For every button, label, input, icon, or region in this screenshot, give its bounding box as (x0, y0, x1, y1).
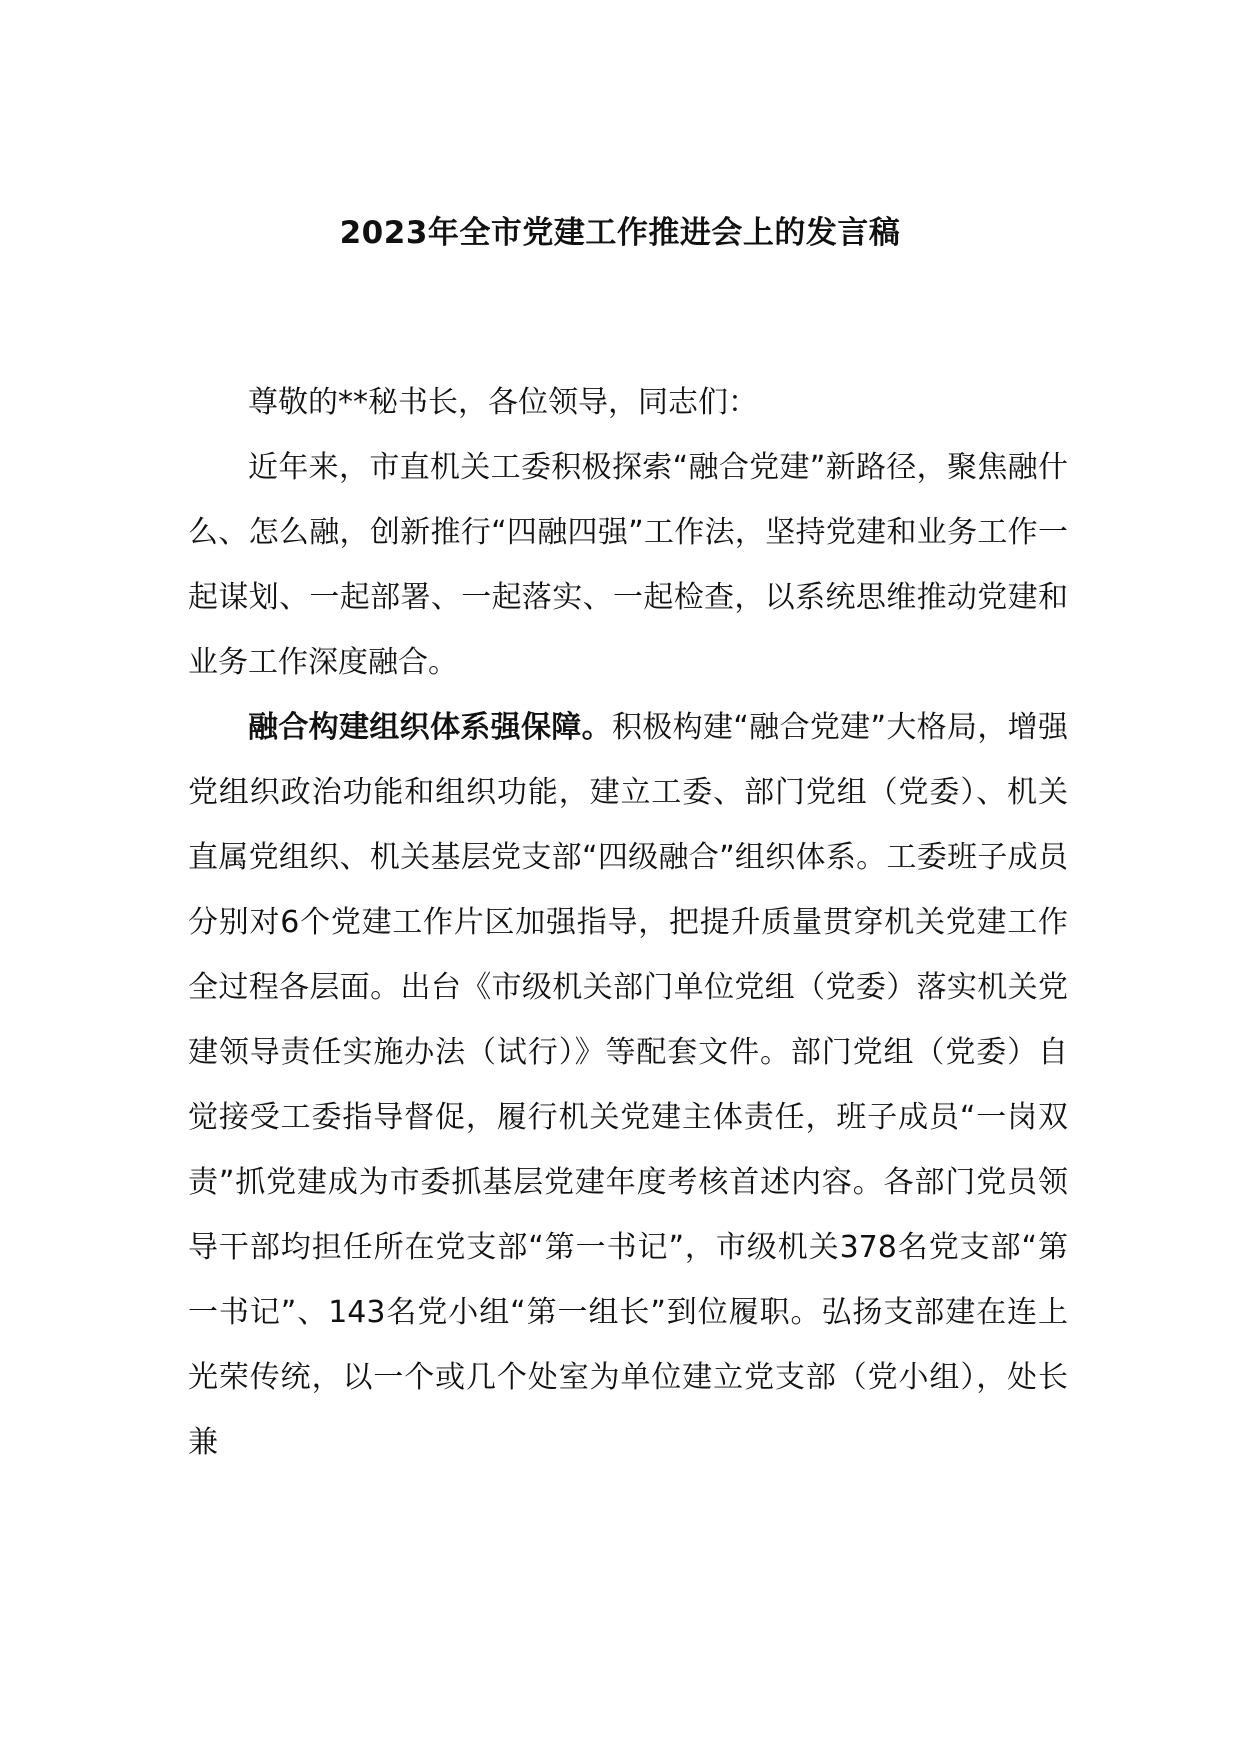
paragraph-text: 近年来，市直机关工委积极探索“融合党建”新路径，聚焦融什么、怎么融，创新推行“四融四强”工作法，坚持党建和业务工作一起谋划、一起部署、一起落实、一起检查，以系统思维推动党建和业务工作深度融合。 (188, 450, 1068, 680)
paragraph (188, 435, 1068, 695)
paragraph-text: 积极构建“融合党建”大格局，增强党组织政治功能和组织功能，建立工委、部门党组（党委）、机关直属党组织、机关基层党支部“四级融合”组织体系。工委班子成员分别对6个党建工作片区加强指导，把提升质量贯穿机关党建工作全过程各层面。出台《市级机关部门单位党组（党委）落实机关党建领导责任实施办法（试行）》等配套文件。部门党组（党委）自觉接受工委指导督促，履行机关党建主体责任，班子成员“一岗双责”抓党建成为市委抓基层党建年度考核首述内容。各部门党员领导干部均担任所在党支部“第一书记”，市级机关378名党支部“第一书记”、143名党小组“第一组长”到位履职。弘扬支部建在连上光荣传统，以一个或几个处室为单位建立党支部（党小组），处长兼 (188, 710, 1069, 1460)
document-title: 2023年全市党建工作推进会上的发言稿 (339, 215, 901, 251)
document-body (188, 370, 1068, 1475)
paragraph (188, 695, 1068, 1475)
salutation: 尊敬的**秘书长，各位领导，同志们： (248, 385, 758, 420)
paragraph-lead: 融合构建组织体系强保障。 (248, 710, 612, 745)
